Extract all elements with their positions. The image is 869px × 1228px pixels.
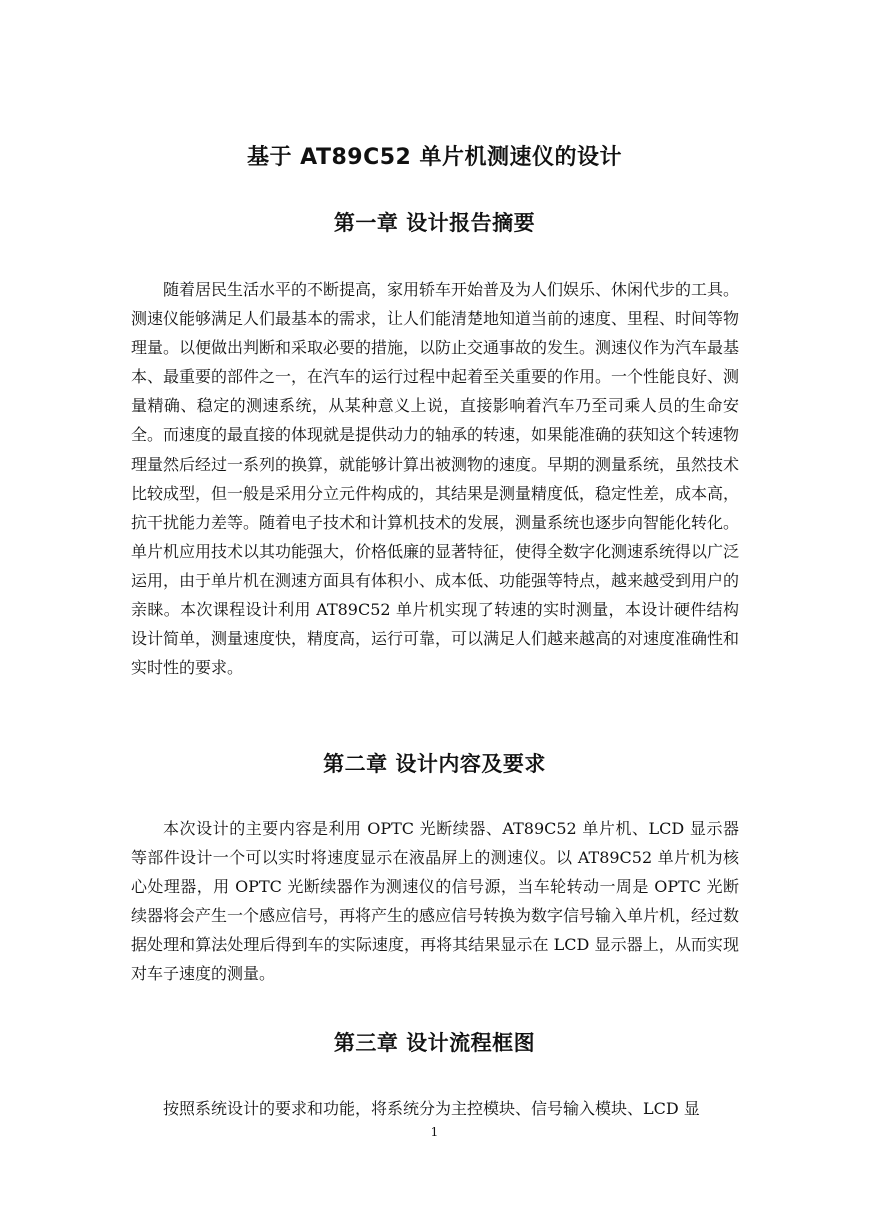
- chapter-1-heading: 第一章 设计报告摘要: [333, 211, 536, 235]
- chapter-3-paragraph: 按照系统设计的要求和功能，将系统分为主控模块、信号输入模块、LCD 显: [163, 1099, 700, 1118]
- chapter-2-heading: 第二章 设计内容及要求: [323, 752, 546, 776]
- chapter-2-paragraph: 本次设计的主要内容是利用 OPTC 光断续器、AT89C52 单片机、LCD 显示器等部件设计一个可以实时将速度显示在液晶屏上的测速仪。以 AT89C52 单片机为核心处理器，用 OPTC 光断续器作为测速仪的信号源，当车轮转动一周是 OPTC 光断续器将会产生一个感应信号，再将产生的感应信号转换为数字信号输入单片机，经过数据处理和算法处理后得到车的实际速度，再将其结果显示在 LCD 显示器上，从而实现对车子速度的测量。: [131, 819, 740, 984]
- chapter-1-paragraph: 随着居民生活水平的不断提高，家用轿车开始普及为人们娱乐、休闲代步的工具。测速仪能够满足人们最基本的需求，让人们能清楚地知道当前的速度、里程、时间等物理量。以便做出判断和采取必要的措施，以防止交通事故的发生。测速仪作为汽车最基本、最重要的部件之一，在汽车的运行过程中起着至关重要的作用。一个性能良好、测量精确、稳定的测速系统，从某种意义上说，直接影响着汽车乃至司乘人员的生命安全。而速度的最直接的体现就是提供动力的轴承的转速，如果能准确的获知这个转速物理量然后经过一系列的换算，就能够计算出被测物的速度。早期的测量系统，虽然技术比较成型，但一般是采用分立元件构成的，其结果是测量精度低，稳定性差，成本高，抗干扰能力差等。随着电子技术和计算机技术的发展，测量系统也逐步向智能化转化。单片机应用技术以其功能强大，价格低廉的显著特征，使得全数字化测速系统得以广泛运用，由于单片机在测速方面具有体积小、成本低、功能强等特点，越来越受到用户的亲睐。本次课程设计利用 AT89C52 单片机实现了转速的实时测量，本设计硬件结构设计简单，测量速度快，精度高，运行可靠，可以满足人们越来越高的对速度准确性和实时性的要求。: [131, 280, 740, 678]
- chapter-3-heading: 第三章 设计流程框图: [333, 1031, 536, 1055]
- document-title: 基于 AT89C52 单片机测速仪的设计: [246, 145, 623, 170]
- page-number: 1: [430, 1125, 439, 1139]
